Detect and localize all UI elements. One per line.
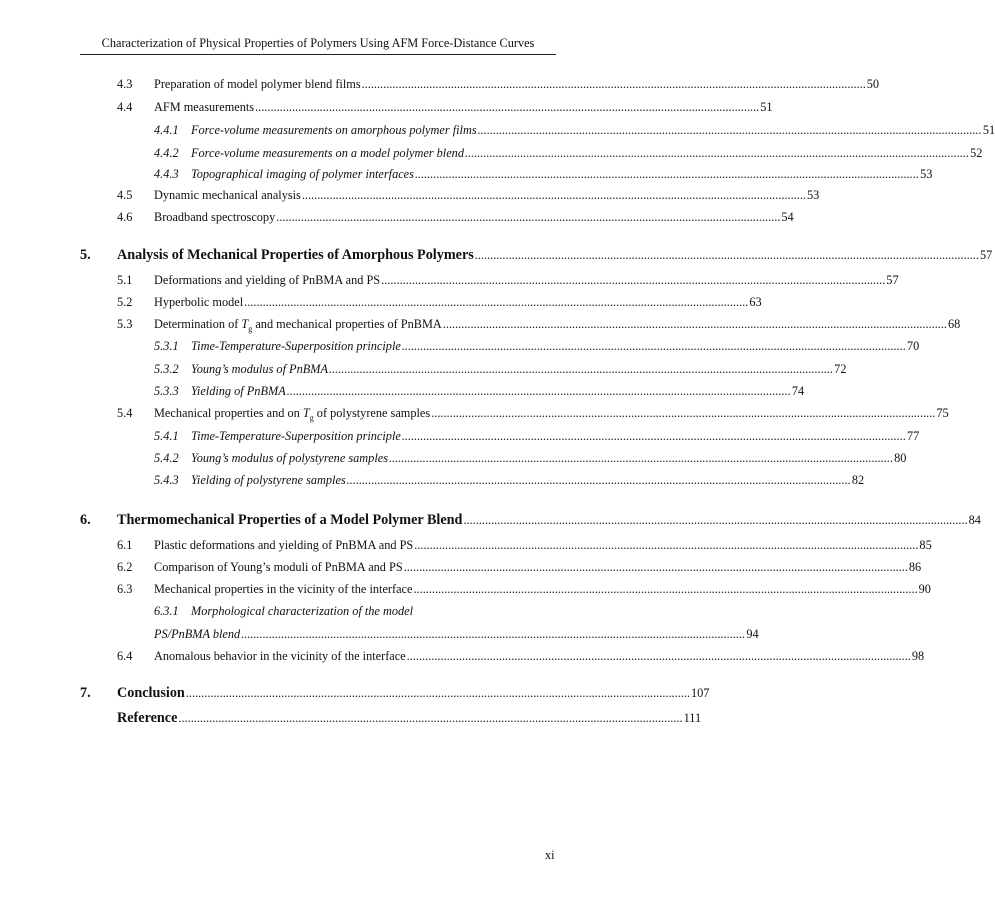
entry-number: 5.3	[117, 317, 133, 331]
dot-leader: ....................................................................................................................................................................	[346, 473, 851, 487]
toc-entry-5-1[interactable]	[117, 272, 899, 288]
toc-entry-5-3-3[interactable]	[154, 383, 805, 399]
dot-leader: ....................................................................................................................................................................	[185, 686, 690, 700]
toc-chapter-5[interactable]	[117, 247, 993, 263]
entry-page: 111	[683, 711, 702, 725]
entry-number: 4.6	[117, 210, 133, 224]
entry-number: 4.4	[117, 100, 133, 114]
toc-entry-4-4[interactable]	[117, 99, 773, 115]
running-header: Characterization of Physical Properties of Polymers Using AFM Force-Distance Curves	[101, 36, 535, 50]
entry-page: 98	[911, 649, 925, 663]
entry-number: 6.1	[117, 538, 133, 552]
entry-number: 5.4.2	[154, 451, 179, 465]
toc-entry-5-4-3[interactable]	[154, 472, 865, 488]
toc-entry-4-3[interactable]	[117, 76, 880, 92]
dot-leader: ....................................................................................................................................................................	[388, 451, 894, 465]
chapter-title: Reference	[117, 710, 178, 726]
entry-title: Topographical imaging of polymer interfaces	[191, 167, 414, 181]
entry-page: 63	[749, 295, 762, 309]
entry-page: 50	[866, 77, 880, 91]
toc-entry-5-2[interactable]	[117, 294, 762, 310]
toc-entry-5-4-1[interactable]	[154, 428, 920, 444]
entry-number: 4.5	[117, 188, 133, 202]
entry-page: 70	[907, 339, 920, 353]
entry-title: Young’s modulus of PnBMA	[191, 362, 328, 376]
dot-leader: ....................................................................................................................................................................	[406, 649, 911, 663]
entry-title: Dynamic mechanical analysis	[154, 188, 301, 202]
entry-page: 77	[907, 429, 920, 443]
dot-leader: ....................................................................................................................................................................	[414, 167, 920, 181]
toc-chapter-6[interactable]	[117, 512, 981, 528]
dot-leader: ....................................................................................................................................................................	[244, 295, 749, 309]
dot-leader: ....................................................................................................................................................................	[414, 538, 919, 552]
entry-number: 4.4.2	[154, 146, 179, 160]
entry-number: 4.3	[117, 77, 133, 91]
entry-page: 80	[894, 451, 907, 465]
toc-entry-5-4-2[interactable]	[154, 450, 907, 466]
entry-title: Hyperbolic model	[154, 295, 244, 309]
entry-page: 51	[982, 123, 995, 137]
dot-leader: ....................................................................................................................................................................	[178, 711, 683, 725]
toc-entry-4-4-2[interactable]	[154, 145, 983, 161]
entry-number: 5.3.3	[154, 384, 179, 398]
toc-entry-6-4[interactable]	[117, 648, 925, 664]
dot-leader: ....................................................................................................................................................................	[301, 188, 806, 202]
entry-number: 4.4.1	[154, 123, 179, 137]
subscript-g: g	[309, 413, 314, 423]
entry-title: Force-volume measurements on amorphous polymer films	[191, 123, 477, 137]
entry-title: Time-Temperature-Superposition principle	[191, 339, 401, 353]
entry-page: 68	[947, 317, 961, 331]
toc-entry-4-6[interactable]	[117, 209, 794, 225]
toc-reference[interactable]	[117, 710, 702, 726]
entry-number: 6.4	[117, 649, 133, 663]
chapter-number: 7.	[80, 685, 91, 701]
toc-entry-5-3-2[interactable]	[154, 361, 847, 377]
entry-page: 53	[807, 188, 820, 202]
dot-leader: ....................................................................................................................................................................	[401, 339, 907, 353]
entry-title: Time-Temperature-Superposition principle	[191, 429, 401, 443]
dot-leader: ....................................................................................................................................................................	[474, 248, 979, 262]
entry-title: Young’s modulus of polystyrene samples	[191, 451, 388, 465]
entry-title: Yielding of polystyrene samples	[191, 473, 346, 487]
title-text: Mechanical properties and on	[154, 406, 303, 420]
entry-title: Mechanical properties in the vicinity of the interface	[154, 582, 413, 596]
entry-number: 6.3.1	[154, 604, 179, 618]
entry-page: 82	[851, 473, 865, 487]
toc-entry-6-3-1-line1[interactable]	[154, 603, 413, 619]
entry-number: 6.3	[117, 582, 133, 596]
entry-page: 107	[690, 686, 710, 700]
dot-leader: ....................................................................................................................................................................	[431, 406, 936, 420]
entry-title-continued: PS/PnBMA blend	[154, 627, 241, 641]
title-text: of polystyrene samples	[313, 406, 431, 420]
chapter-number: 6.	[80, 512, 91, 528]
chapter-title: Analysis of Mechanical Properties of Amorphous Polymers	[117, 247, 474, 263]
entry-number: 5.4.3	[154, 473, 179, 487]
entry-title: Comparison of Young’s moduli of PnBMA and PS	[154, 560, 403, 574]
entry-page: 85	[919, 538, 932, 552]
entry-title: Morphological characterization of the model	[191, 604, 413, 618]
toc-entry-5-3-1[interactable]	[154, 338, 920, 354]
entry-number: 5.3.1	[154, 339, 179, 353]
entry-title	[154, 316, 442, 337]
dot-leader: ....................................................................................................................................................................	[403, 560, 908, 574]
entry-page: 57	[886, 273, 899, 287]
chapter-number: 5.	[80, 247, 91, 263]
dot-leader: ....................................................................................................................................................................	[329, 362, 834, 376]
toc-entry-4-4-3[interactable]	[154, 166, 933, 182]
entry-page: 75	[936, 406, 949, 420]
toc-entry-6-1[interactable]	[117, 537, 932, 553]
dot-leader: ....................................................................................................................................................................	[463, 513, 968, 527]
entry-title: Force-volume measurements on a model polymer blend	[191, 146, 464, 160]
dot-leader: ....................................................................................................................................................................	[477, 123, 982, 137]
entry-title: AFM measurements	[154, 100, 255, 114]
entry-page: 90	[918, 582, 931, 596]
dot-leader: ....................................................................................................................................................................	[381, 273, 886, 287]
entry-page: 72	[834, 362, 847, 376]
entry-page: 51	[760, 100, 773, 114]
entry-title: Preparation of model polymer blend films	[154, 77, 361, 91]
entry-number: 5.4.1	[154, 429, 179, 443]
page-number: xi	[545, 848, 555, 862]
entry-number: 5.3.2	[154, 362, 179, 376]
subscript-g: g	[248, 324, 253, 334]
toc-entry-6-3-1-line2[interactable]	[154, 626, 759, 642]
dot-leader: ....................................................................................................................................................................	[255, 100, 760, 114]
toc-chapter-7[interactable]	[117, 685, 710, 701]
entry-number: 5.1	[117, 273, 133, 287]
entry-page: 57	[979, 248, 993, 262]
toc-entry-4-4-1[interactable]	[154, 122, 995, 138]
title-text: Determination of	[154, 317, 242, 331]
dot-leader: ....................................................................................................................................................................	[401, 429, 907, 443]
entry-page: 74	[791, 384, 805, 398]
dot-leader: ....................................................................................................................................................................	[276, 210, 781, 224]
entry-title: Yielding of PnBMA	[191, 384, 286, 398]
chapter-title: Conclusion	[117, 685, 185, 701]
dot-leader: ....................................................................................................................................................................	[361, 77, 866, 91]
entry-title: Plastic deformations and yielding of PnBMA and PS	[154, 538, 414, 552]
dot-leader: ....................................................................................................................................................................	[413, 582, 918, 596]
entry-title	[154, 405, 430, 426]
entry-title: Broadband spectroscopy	[154, 210, 276, 224]
entry-page: 84	[968, 513, 981, 527]
symbol-t: T	[241, 317, 249, 331]
toc-entry-5-3[interactable]	[117, 316, 961, 337]
entry-number: 4.4.3	[154, 167, 179, 181]
entry-page: 94	[746, 627, 759, 641]
entry-page: 86	[908, 560, 922, 574]
entry-page: 53	[920, 167, 933, 181]
entry-number: 5.4	[117, 406, 133, 420]
entry-number: 6.2	[117, 560, 133, 574]
entry-page: 52	[970, 146, 983, 160]
toc-entry-4-5[interactable]	[117, 187, 820, 203]
toc-entry-6-2[interactable]	[117, 559, 922, 575]
entry-number: 5.2	[117, 295, 133, 309]
dot-leader: ....................................................................................................................................................................	[442, 317, 947, 331]
chapter-title: Thermomechanical Properties of a Model Polymer Blend	[117, 512, 463, 528]
dot-leader: ....................................................................................................................................................................	[464, 146, 970, 160]
dot-leader: ....................................................................................................................................................................	[286, 384, 791, 398]
dot-leader: ....................................................................................................................................................................	[241, 627, 746, 641]
title-text: and mechanical properties of PnBMA	[252, 317, 442, 331]
toc-entry-5-4[interactable]	[117, 405, 949, 426]
entry-page: 54	[781, 210, 794, 224]
symbol-t: T	[302, 406, 310, 420]
toc-entry-6-3[interactable]	[117, 581, 931, 597]
entry-title: Deformations and yielding of PnBMA and PS	[154, 273, 381, 287]
entry-title: Anomalous behavior in the vicinity of the interface	[154, 649, 406, 663]
